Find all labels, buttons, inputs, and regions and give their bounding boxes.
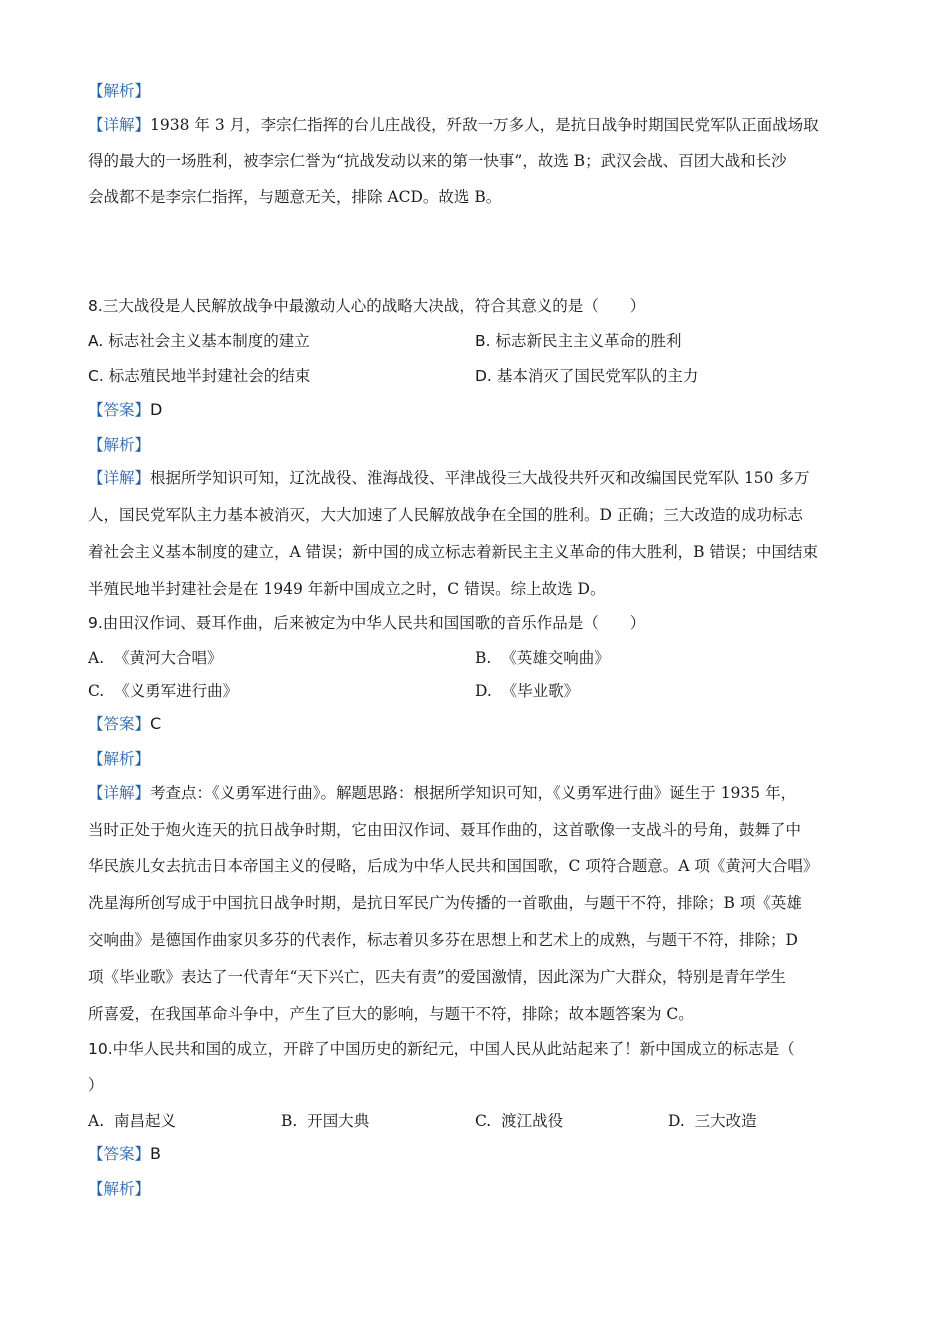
q8-option-b: B. 标志新民主主义革命的胜利 <box>475 332 682 350</box>
q8-option-a: A. 标志社会主义基本制度的建立 <box>88 332 310 350</box>
q10-option-a: A. 南昌起义 <box>88 1112 176 1130</box>
q8-stem: 8.三大战役是人民解放战争中最激动人心的战略大决战，符合其意义的是（ ） <box>88 297 646 315</box>
q8-detail-line: 人，国民党军队主力基本被消灭，大大加速了人民解放战争在全国的胜利。D 正确；三大改造的成功标志 <box>88 506 803 524</box>
q7-detail: 【详解】1938 年 3 月，李宗仁指挥的台儿庄战役，歼敌一万多人，是抗日战争时期国民党军队正面战场取 <box>88 116 819 134</box>
q10-option-b: B. 开国大典 <box>281 1112 370 1130</box>
q9-detail: 【详解】考查点：《义勇军进行曲》。解题思路：根据所学知识可知，《义勇军进行曲》诞生于 1935 年， <box>88 784 797 802</box>
q8-detail-line: 半殖民地半封建社会是在 1949 年新中国成立之时，C 错误。综上故选 D。 <box>88 580 606 598</box>
q7-detail-line: 得的最大的一场胜利，被李宗仁誉为“抗战发动以来的第一快事”，故选 B；武汉会战、百团大战和长沙 <box>88 152 787 170</box>
q7-analysis-tag: 【解析】 <box>88 82 151 100</box>
q7-detail-line: 会战都不是李宗仁指挥，与题意无关，排除 ACD。故选 B。 <box>88 188 502 206</box>
q8-option-c: C. 标志殖民地半封建社会的结束 <box>88 367 311 385</box>
q9-detail-line: 当时正处于炮火连天的抗日战争时期，它由田汉作词、聂耳作曲的，这首歌像一支战斗的号角，鼓舞了中 <box>88 821 802 839</box>
q9-option-b: B. 《英雄交响曲》 <box>475 649 610 667</box>
q8-answer: 【答案】D <box>88 400 163 419</box>
q8-detail: 【详解】根据所学知识可知，辽沈战役、淮海战役、平津战役三大战役共歼灭和改编国民党军队 150 多万 <box>88 469 810 487</box>
q9-answer: 【答案】C <box>88 714 162 733</box>
q9-option-c: C. 《义勇军进行曲》 <box>88 682 239 700</box>
q10-option-c: C. 渡江战役 <box>475 1112 564 1130</box>
q8-analysis-tag: 【解析】 <box>88 436 151 454</box>
q9-detail-line: 项《毕业歌》表达了一代青年“天下兴亡，匹夫有责”的爱国激情，因此深为广大群众，特别是青年学生 <box>88 968 786 986</box>
q10-stem: 10.中华人民共和国的成立，开辟了中国历史的新纪元，中国人民从此站起来了！新中国成立的标志是（ <box>88 1040 795 1058</box>
q9-option-d: D. 《毕业歌》 <box>475 682 580 700</box>
q8-detail-line: 着社会主义基本制度的建立，A 错误；新中国的成立标志着新民主主义革命的伟大胜利，B 错误；中国结束 <box>88 543 818 561</box>
q10-answer: 【答案】B <box>88 1144 161 1163</box>
q9-stem: 9.由田汉作词、聂耳作曲，后来被定为中华人民共和国国歌的音乐作品是（ ） <box>88 614 646 632</box>
q10-analysis-tag: 【解析】 <box>88 1180 151 1198</box>
q9-analysis-tag: 【解析】 <box>88 750 151 768</box>
q9-detail-line: 冼星海所创写成于中国抗日战争时期，是抗日军民广为传播的一首歌曲，与题干不符，排除；B 项《英雄 <box>88 894 802 912</box>
q8-option-d: D. 基本消灭了国民党军队的主力 <box>475 367 699 385</box>
q10-stem-end: ） <box>88 1076 104 1094</box>
q9-detail-line: 华民族儿女去抗击日本帝国主义的侵略，后成为中华人民共和国国歌，C 项符合题意。A 项《黄河大合唱》 <box>88 857 819 875</box>
q9-option-a: A. 《黄河大合唱》 <box>88 649 223 667</box>
q9-detail-line: 所喜爱，在我国革命斗争中，产生了巨大的影响，与题干不符，排除；故本题答案为 C。 <box>88 1005 694 1023</box>
q10-option-d: D. 三大改造 <box>668 1112 757 1130</box>
q9-detail-line: 交响曲》是德国作曲家贝多芬的代表作，标志着贝多芬在思想上和艺术上的成熟，与题干不符，排除；D <box>88 931 798 949</box>
